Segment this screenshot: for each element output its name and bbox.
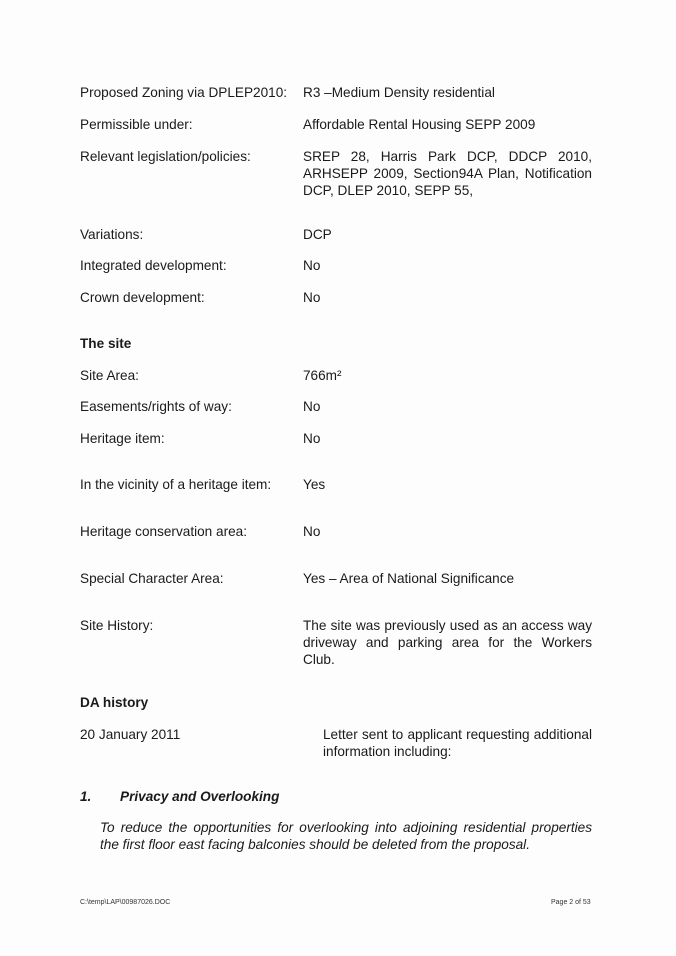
field-label: Relevant legislation/policies: (80, 149, 251, 164)
field-label: Heritage conservation area: (80, 524, 247, 539)
section-number: 1. (80, 789, 92, 804)
field-value: No (303, 524, 321, 539)
da-history-heading: DA history (80, 695, 149, 710)
field-label: Proposed Zoning via DPLEP2010: (80, 85, 288, 100)
field-value: SREP 28, Harris Park DCP, DDCP 2010, ARHSEPP 2009, Section94A Plan, Notification DCP, DLEP 2010, SEPP 55, (303, 149, 592, 198)
field-value: The site was previously used as an access way driveway and parking area for the Workers Club. (303, 618, 592, 667)
field-label: Integrated development: (80, 258, 227, 273)
field-value: Yes – Area of National Significance (303, 571, 515, 586)
footer-file-path: C:\temp\LAP\00987026.DOC (80, 899, 171, 906)
site-heading: The site (80, 336, 132, 351)
da-history-date: 20 January 2011 (80, 727, 181, 742)
field-value: DCP (303, 227, 332, 242)
field-label: Crown development: (80, 290, 205, 305)
field-value: Yes (303, 477, 326, 492)
field-value: 766m² (303, 368, 342, 383)
field-label: Site Area: (80, 368, 139, 383)
section-title: Privacy and Overlooking (120, 789, 280, 804)
field-label: Variations: (80, 227, 144, 242)
footer-page-number: Page 2 of 53 (551, 899, 591, 906)
field-label: Special Character Area: (80, 571, 224, 586)
field-value: R3 –Medium Density residential (303, 85, 495, 100)
field-label: Easements/rights of way: (80, 399, 232, 414)
field-value: No (303, 258, 321, 273)
field-label: Permissible under: (80, 117, 193, 132)
field-value: No (303, 399, 321, 414)
field-label: Heritage item: (80, 431, 165, 446)
field-value: No (303, 290, 321, 305)
field-value: No (303, 431, 321, 446)
field-label: Site History: (80, 618, 154, 633)
da-history-text: Letter sent to applicant requesting additional information including: (323, 727, 592, 759)
section-paragraph: To reduce the opportunities for overlooking into adjoining residential properties the first floor east facing balconies should be deleted from the proposal. (100, 820, 592, 852)
field-label: In the vicinity of a heritage item: (80, 477, 272, 492)
field-value: Affordable Rental Housing SEPP 2009 (303, 117, 536, 132)
